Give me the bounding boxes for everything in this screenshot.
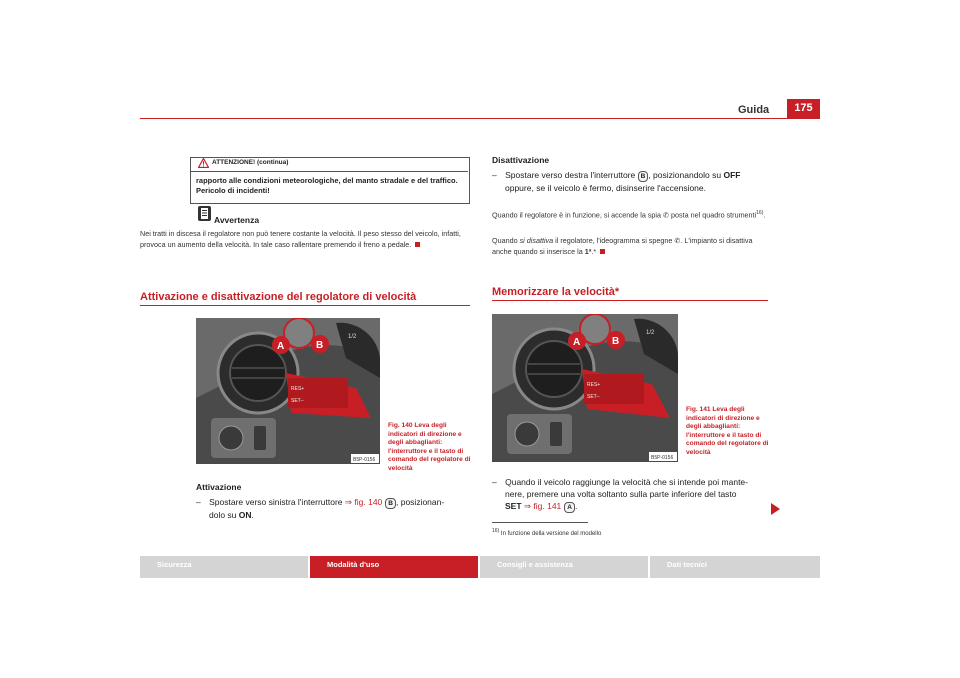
footnote-number: 16) — [492, 528, 500, 534]
bullet-dash: – — [492, 170, 497, 180]
figure-label-a: A — [277, 341, 285, 352]
lever-label-res: RES+ — [587, 382, 601, 388]
figure-code: B5P-0156 — [353, 457, 376, 463]
activation-step — [196, 496, 476, 521]
footnote-ref: 16) — [756, 210, 764, 216]
off-label: OFF — [723, 170, 741, 180]
key-a: A — [564, 502, 575, 513]
deactivation-text: Spostare verso destra l'interruttore — [505, 170, 636, 180]
end-marker — [415, 242, 420, 247]
section-title-memorize: Memorizzare la velocità* — [492, 286, 620, 298]
activation-text-post: , posizionan- — [396, 497, 445, 507]
info1-end: . — [763, 210, 766, 220]
deactivation-heading: Disattivazione — [492, 155, 550, 165]
memorize-text-2: nere, premere una volta soltanto sulla parte inferiore del tasto — [505, 489, 737, 499]
info2-em: si disattiva — [519, 236, 554, 245]
info-paragraph-2 — [492, 236, 772, 257]
steering-lever-illustration — [196, 318, 380, 464]
figure-label-b: B — [612, 336, 620, 347]
memorize-text-1: Quando il veicolo raggiunge la velocità che si intende poi mante- — [505, 477, 748, 487]
gauge-label: 1/2 — [348, 334, 357, 340]
lever-label-set: SET– — [587, 394, 600, 400]
key-b: B — [638, 171, 649, 182]
figure-140 — [196, 318, 380, 464]
key-b: B — [385, 498, 396, 509]
lever-label-res: RES+ — [291, 386, 305, 392]
footer-tab-modalita-uso[interactable]: Modalità d'uso — [310, 556, 478, 578]
footer-tab-consigli[interactable]: Consigli e assistenza — [480, 556, 648, 578]
info1-text-b: posta nel quadro strumenti — [671, 210, 757, 220]
section-rule — [140, 305, 470, 306]
info2-end: .* — [591, 246, 597, 256]
info-paragraph-1 — [492, 208, 772, 221]
figure-140-caption: Fig. 140 Leva degli indicatori di direzione e degli abbaglianti: l'interruttore e il tasto di comando del regolatore di velocità — [388, 422, 471, 472]
note-text — [140, 229, 470, 250]
section-title-activation: Attivazione e disattivazione del regolatore di velocità — [140, 291, 417, 303]
figure-code: B5P-0156 — [651, 455, 674, 461]
deactivation-step — [492, 169, 782, 194]
note-text-body: Nei tratti in discesa il regolatore non può tenere costante la velocità. Il peso stesso del veicolo, infatti, provoca un aumento della velocità. In tale caso rallentare premendo il freno a pedale. — [140, 229, 461, 249]
info2-pre: Quando — [492, 236, 520, 245]
figure-141-link[interactable]: ⇒ fig. 141 — [523, 501, 562, 511]
footnote — [492, 528, 601, 537]
activation-text: Spostare verso sinistra l'interruttore — [209, 497, 343, 507]
next-page-arrow-icon[interactable] — [771, 503, 780, 515]
warning-title: ATTENZIONE! (continua) — [212, 159, 289, 166]
info2-mid: il regolatore, l'ideogramma si spegne — [553, 236, 673, 245]
footer-tab-dati-tecnici[interactable]: Dati tecnici — [650, 556, 820, 578]
figure-140-link[interactable]: ⇒ fig. 140 — [344, 497, 383, 507]
bullet-dash: – — [196, 497, 201, 507]
section-rule — [492, 300, 768, 301]
gear-label: 1ª — [584, 246, 592, 256]
note-title: Avvertenza — [214, 215, 260, 225]
footnote-rule — [492, 522, 588, 523]
activation-end: . — [251, 510, 254, 520]
memorize-step — [492, 476, 782, 513]
gauge-label: 1/2 — [646, 330, 655, 336]
footer-tab-sicurezza[interactable]: Sicurezza — [140, 556, 308, 578]
figure-label-a: A — [573, 337, 581, 348]
figure-label-b: B — [316, 340, 324, 351]
header-rule — [140, 118, 820, 119]
figure-141-caption: Fig. 141 Leva degli indicatori di direzione e degli abbaglianti: l'interruttore e il tasto di comando del regolatore di velocità — [686, 406, 769, 456]
warning-text: rapporto alle condizioni meteorologiche, del manto stradale e del traffico. Pericolo di incidenti! — [196, 176, 458, 195]
footnote-text: In funzione della versione del modello — [500, 531, 602, 537]
info2-post: . L'impianto si disattiva anche quando si inserisce la — [492, 236, 753, 256]
warning-icon — [198, 158, 209, 168]
bullet-dash: – — [492, 477, 497, 487]
note-icon — [198, 206, 211, 221]
end-marker — [600, 249, 605, 254]
lever-label-set: SET– — [291, 398, 304, 404]
steering-lever-illustration — [492, 314, 678, 462]
deactivation-text-mid: , posizionandolo su — [648, 170, 724, 180]
activation-heading: Attivazione — [196, 482, 242, 492]
set-label: SET — [505, 501, 522, 511]
page-number: 175 — [787, 99, 820, 118]
activation-text-line2: dolo su — [209, 510, 239, 520]
cruise-control-icon: ✆ — [663, 210, 670, 220]
running-header-title: Guida — [738, 104, 770, 116]
figure-141 — [492, 314, 678, 462]
deactivation-text-line2: oppure, se il veicolo è fermo, disinserire l'accensione. — [505, 183, 706, 193]
on-label: ON — [238, 510, 252, 520]
memorize-end: . — [574, 501, 578, 511]
cruise-control-icon: ✆ — [674, 236, 681, 245]
info1-text: Quando il regolatore è in funzione, si accende la spia — [492, 210, 662, 220]
